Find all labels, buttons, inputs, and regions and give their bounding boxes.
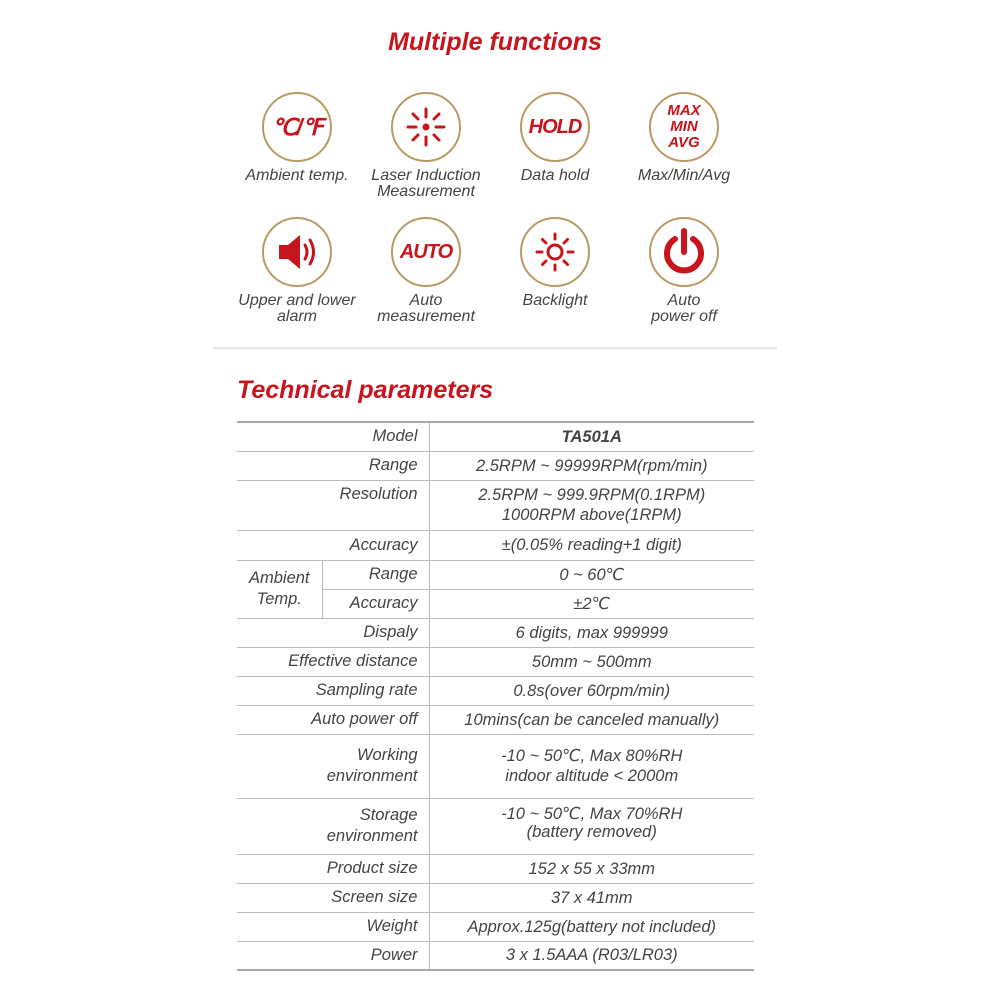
param-value: 0.8s(over 60rpm/min) xyxy=(429,676,754,705)
param-value: 2.5RPM ~ 99999RPM(rpm/min) xyxy=(429,451,754,480)
auto-icon: AUTO xyxy=(391,217,461,287)
param-group-label: Ambient Temp. xyxy=(237,560,322,618)
table-row xyxy=(237,854,754,883)
param-label: Working environment xyxy=(237,734,429,798)
feature-laser-induction xyxy=(351,92,501,200)
feature-label: Auto measurement xyxy=(377,292,475,325)
table-row xyxy=(237,422,754,451)
param-label: Auto power off xyxy=(237,705,429,734)
param-label: Dispaly xyxy=(237,618,429,647)
param-label: Effective distance xyxy=(237,647,429,676)
table-row xyxy=(237,618,754,647)
param-value: TA501A xyxy=(429,422,754,451)
param-value: -10 ~ 50℃, Max 70%RH (battery removed) xyxy=(429,798,754,854)
table-row xyxy=(237,451,754,480)
table-row xyxy=(237,480,754,530)
param-label: Model xyxy=(237,422,429,451)
table-row xyxy=(237,705,754,734)
param-value: 50mm ~ 500mm xyxy=(429,647,754,676)
table-row xyxy=(237,734,754,798)
param-value: 2.5RPM ~ 999.9RPM(0.1RPM) 1000RPM above(1RPM) xyxy=(429,480,754,530)
param-label: Range xyxy=(322,560,429,589)
laser-icon xyxy=(391,92,461,162)
param-label: Resolution xyxy=(237,480,429,530)
tech-params-title: Technical parameters xyxy=(237,376,494,404)
table-row xyxy=(237,530,754,560)
sun-icon xyxy=(520,217,590,287)
table-row xyxy=(237,798,754,854)
feature-label: Auto power off xyxy=(651,292,717,325)
param-label: Product size xyxy=(237,854,429,883)
feature-auto-power-off xyxy=(609,217,759,325)
feature-label: Ambient temp. xyxy=(245,167,349,184)
max-min-avg-icon: MAX MIN AVG xyxy=(649,92,719,162)
section-divider xyxy=(213,347,777,350)
table-row xyxy=(237,941,754,970)
param-value: 37 x 41mm xyxy=(429,883,754,912)
speaker-icon xyxy=(262,217,332,287)
param-value: 0 ~ 60℃ xyxy=(429,560,754,589)
param-label: Screen size xyxy=(237,883,429,912)
param-value: 3 x 1.5AAA (R03/LR03) xyxy=(429,941,754,970)
feature-data-hold xyxy=(480,92,630,184)
feature-ambient-temp xyxy=(222,92,372,184)
celsius-fahrenheit-icon: ℃/℉ xyxy=(262,92,332,162)
feature-label: Data hold xyxy=(520,167,590,184)
param-value: -10 ~ 50℃, Max 80%RH indoor altitude < 2000m xyxy=(429,734,754,798)
feature-max-min-avg xyxy=(609,92,759,184)
table-row xyxy=(237,676,754,705)
table-row xyxy=(237,647,754,676)
hold-icon: HOLD xyxy=(520,92,590,162)
param-value: ±2℃ xyxy=(429,589,754,618)
param-value: 10mins(can be canceled manually) xyxy=(429,705,754,734)
power-icon xyxy=(649,217,719,287)
feature-backlight xyxy=(480,217,630,309)
param-value: Approx.125g(battery not included) xyxy=(429,912,754,941)
feature-alarm xyxy=(222,217,372,325)
param-label: Power xyxy=(237,941,429,970)
param-value: 152 x 55 x 33mm xyxy=(429,854,754,883)
feature-label: Max/Min/Avg xyxy=(637,167,731,184)
param-label: Weight xyxy=(237,912,429,941)
features-title: Multiple functions xyxy=(388,28,602,56)
feature-label: Upper and lower alarm xyxy=(238,292,356,325)
feature-auto-measurement xyxy=(351,217,501,325)
param-value: 6 digits, max 999999 xyxy=(429,618,754,647)
param-value: ±(0.05% reading+1 digit) xyxy=(429,530,754,560)
param-label: Range xyxy=(237,451,429,480)
param-label: Accuracy xyxy=(322,589,429,618)
param-label: Sampling rate xyxy=(237,676,429,705)
feature-label: Laser Induction Measurement xyxy=(371,167,481,200)
table-row xyxy=(237,883,754,912)
param-label: Accuracy xyxy=(237,530,429,560)
param-label: Storage environment xyxy=(237,798,429,854)
table-row xyxy=(237,560,754,589)
feature-label: Backlight xyxy=(522,292,588,309)
table-row xyxy=(237,912,754,941)
tech-params-table xyxy=(237,421,754,971)
